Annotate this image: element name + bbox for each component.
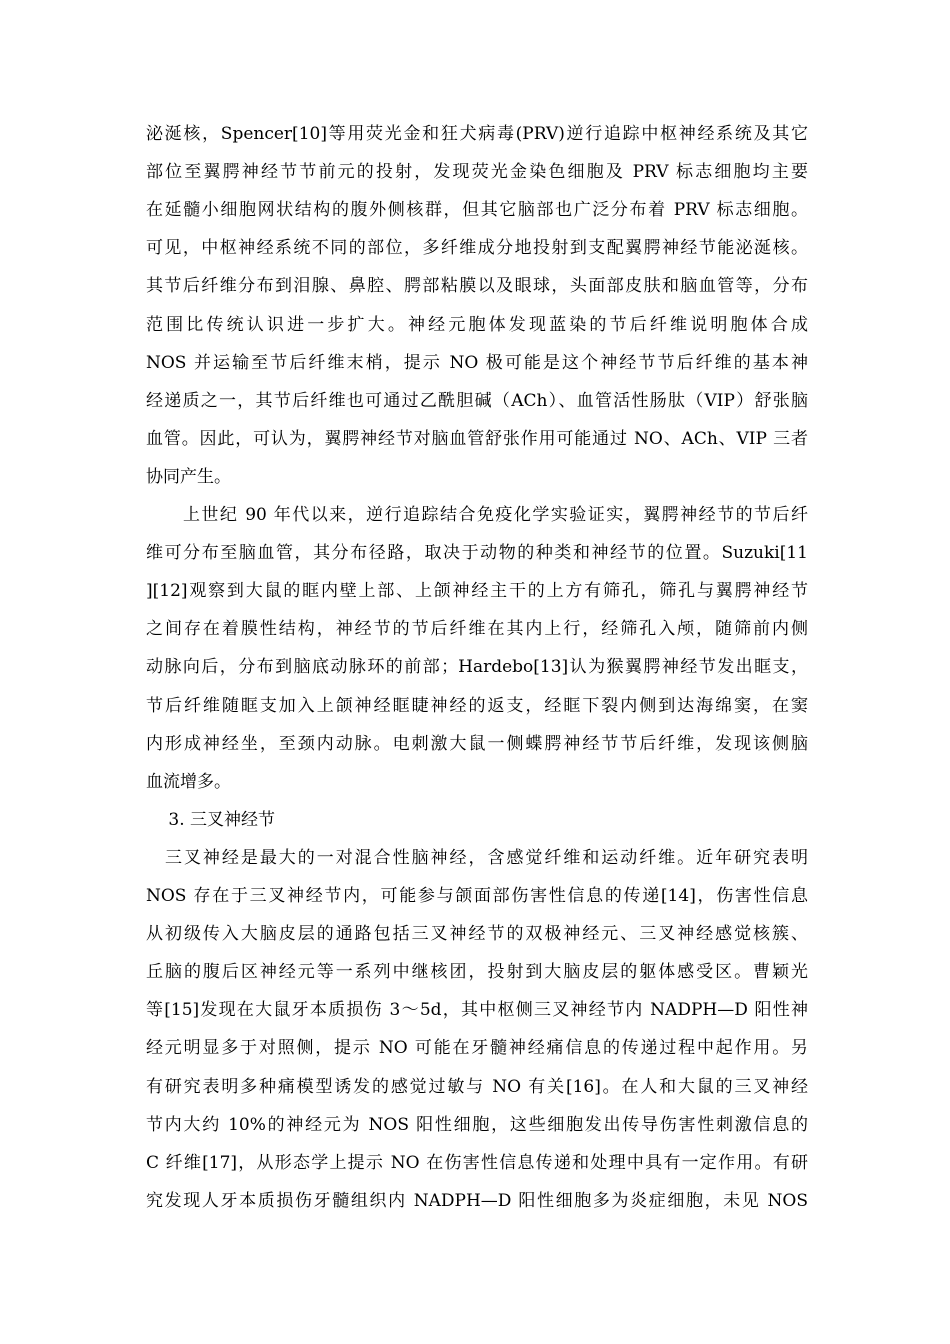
text-line: NOS 并运输至节后纤维末梢，提示 NO 极可能是这个神经节节后纤维的基本神 [146, 353, 808, 373]
text-line: 经元明显多于对照侧，提示 NO 可能在牙髓神经痛信息的传递过程中起作用。另 [146, 1038, 808, 1058]
text-line: 其节后纤维分布到泪腺、鼻腔、腭部粘膜以及眼球，头面部皮肤和脑血管等，分布 [146, 276, 808, 296]
text-line: 节后纤维随眶支加入上颌神经眶睫神经的返支，经眶下裂内侧到达海绵窦，在窦 [146, 696, 808, 716]
text-line: 动脉向后，分布到脑底动脉环的前部；Hardebo[13]认为猴翼腭神经节发出眶支， [146, 657, 808, 677]
text-line: 等[15]发现在大鼠牙本质损伤 3～5d，其中枢侧三叉神经节内 NADPH—D 阳性神 [146, 1000, 808, 1020]
text-line: 有研究表明多种痛模型诱发的感觉过敏与 NO 有关[16]。在人和大鼠的三叉神经 [146, 1077, 808, 1097]
text-line: 部位至翼腭神经节节前元的投射，发现荧光金染色细胞及 PRV 标志细胞均主要 [146, 162, 808, 182]
text-line: 内形成神经坐，至颈内动脉。电刺激大鼠一侧蝶腭神经节节后纤维，发现该侧脑 [146, 734, 808, 754]
text-line: 从初级传入大脑皮层的通路包括三叉神经节的双极神经元、三叉神经感觉核簇、 [146, 924, 808, 944]
text-line: 经递质之一，其节后纤维也可通过乙酰胆碱（ACh）、血管活性肠肽（VIP）舒张脑 [146, 391, 808, 411]
text-line: 在延髓小细胞网状结构的腹外侧核群，但其它脑部也广泛分布着 PRV 标志细胞。 [146, 200, 808, 220]
text-line: ][12]观察到大鼠的眶内壁上部、上颌神经主干的上方有筛孔，筛孔与翼腭神经节 [146, 581, 808, 601]
text-line: 可见，中枢神经系统不同的部位，多纤维成分地投射到支配翼腭神经节能泌涎核。 [146, 238, 808, 258]
text-line: 协同产生。 [146, 467, 231, 487]
text-line: 范围比传统认识进一步扩大。神经元胞体发现蓝染的节后纤维说明胞体合成 [146, 315, 808, 335]
text-line: 泌涎核，Spencer[10]等用荧光金和狂犬病毒(PRV)逆行追踪中枢神经系统及其它 [146, 124, 808, 144]
text-line: 丘脑的腹后区神经元等一系列中继核团，投射到大脑皮层的躯体感受区。曹颖光 [146, 962, 808, 982]
text-line: NOS 存在于三叉神经节内，可能参与颌面部伤害性信息的传递[14]，伤害性信息 [146, 886, 808, 906]
text-line: C 纤维[17]，从形态学上提示 NO 在伤害性信息传递和处理中具有一定作用。有研 [146, 1153, 808, 1173]
text-line: 血管。因此，可认为，翼腭神经节对脑血管舒张作用可能通过 NO、ACh、VIP 三者 [146, 429, 808, 449]
text-line: 三叉神经是最大的一对混合性脑神经，含感觉纤维和运动纤维。近年研究表明 [146, 848, 808, 868]
text-line: 上世纪 90 年代以来，逆行追踪结合免疫化学实验证实，翼腭神经节的节后纤 [146, 505, 808, 525]
text-line: 3. 三叉神经节 [146, 810, 276, 830]
text-line: 究发现人牙本质损伤牙髓组织内 NADPH—D 阳性细胞多为炎症细胞，未见 NOS [146, 1191, 808, 1211]
text-line: 维可分布至脑血管，其分布径路，取决于动物的种类和神经节的位置。Suzuki[11 [146, 543, 808, 563]
text-line: 之间存在着膜性结构，神经节的节后纤维在其内上行，经筛孔入颅，随筛前内侧 [146, 619, 808, 639]
text-line: 血流增多。 [146, 772, 231, 792]
text-line: 节内大约 10%的神经元为 NOS 阳性细胞，这些细胞发出传导伤害性刺激信息的 [146, 1115, 808, 1135]
